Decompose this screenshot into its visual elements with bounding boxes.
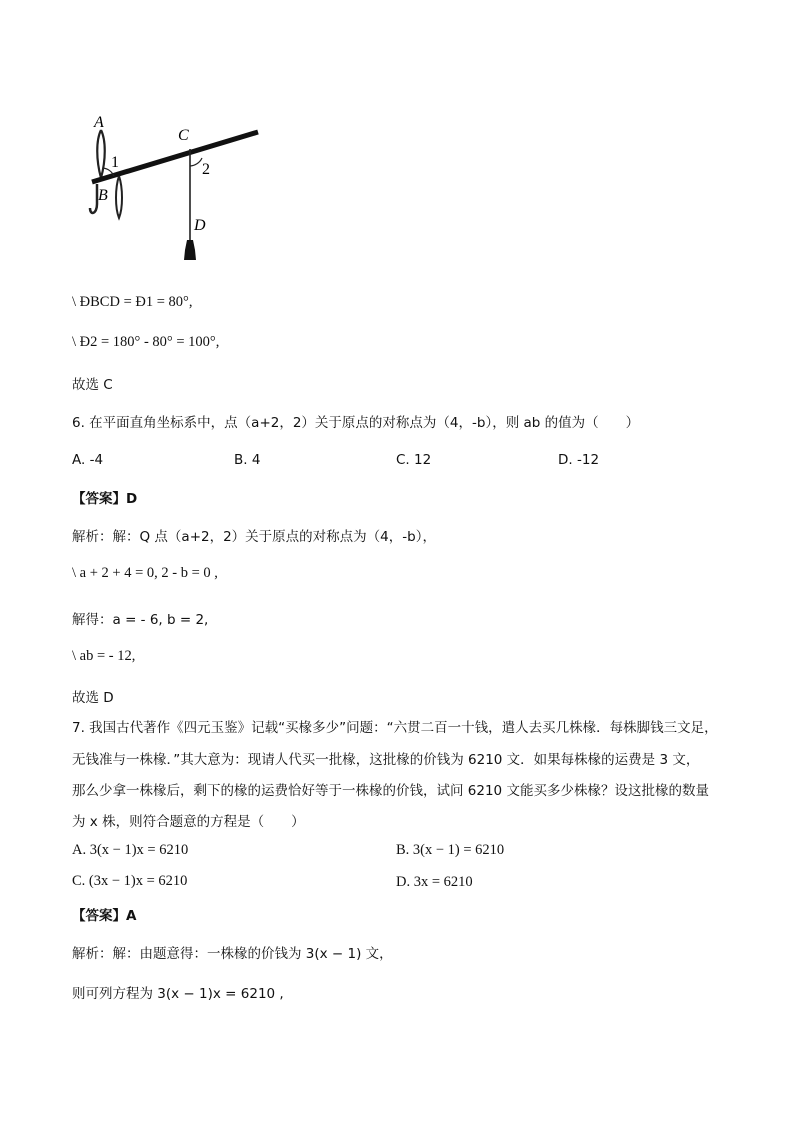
q7-solution-1: 解析：解：由题意得：一株椽的价钱为 3(x − 1) 文， — [72, 946, 393, 962]
question-6: 6. 在平面直角坐标系中，点（a+2，2）关于原点的对称点为（4，-b），则 ab 的值为（ ） — [72, 415, 640, 431]
q7-option-a: A. 3(x − 1)x = 6210 — [72, 842, 189, 858]
question-7-line-1: 7. 我国古代著作《四元玉鉴》记载“买椽多少”问题：“六贯二百一十钱，遣人去买几株椽．每株脚钱三文足， — [72, 720, 718, 736]
q7-option-b: B. 3(x − 1) = 6210 — [396, 842, 505, 858]
q6-option-a: A. -4 — [72, 452, 104, 468]
q7-option-c: C. (3x − 1)x = 6210 — [72, 873, 188, 889]
q6-option-c: C. 12 — [396, 452, 432, 468]
solution-line-bcd: \ ÐBCD = Ð1 = 80°, — [72, 294, 193, 310]
q7-solution-2: 则可列方程为 3(x − 1)x = 6210 , — [72, 986, 284, 1002]
question-7-line-2: 无钱准与一株椽．”其大意为：现请人代买一批椽，这批椽的价钱为 6210 文．如果每株椽的运费是 3 文， — [72, 752, 700, 768]
steelyard-figure — [70, 108, 280, 268]
question-7-line-4: 为 x 株，则符合题意的方程是（ ） — [72, 814, 305, 830]
counterweight — [184, 240, 196, 260]
question-7-line-3: 那么少拿一株椽后，剩下的椽的运费恰好等于一株椽的价钱，试问 6210 文能买多少株椽？设这批椽的数量 — [72, 783, 709, 799]
q6-conclusion: 故选 D — [72, 690, 114, 706]
label-a: A — [94, 114, 104, 131]
q6-solution-2: \ a + 2 + 4 = 0, 2 - b = 0 , — [72, 565, 218, 581]
hook-b-loop — [116, 176, 122, 218]
q7-option-d: D. 3x = 6210 — [396, 874, 473, 890]
q6-answer: 【答案】D — [72, 491, 138, 507]
hook-b — [90, 184, 97, 213]
label-1: 1 — [111, 154, 119, 171]
solution-line-angle2: \ Ð2 = 180° - 80° = 100°, — [72, 334, 220, 350]
q6-solution-3: 解得：a = - 6, b = 2, — [72, 612, 209, 628]
hook-a-loop — [97, 130, 105, 178]
q6-option-d: D. -12 — [558, 452, 600, 468]
label-d: D — [194, 217, 206, 234]
angle-2-arc — [190, 158, 202, 166]
q7-answer: 【答案】A — [72, 908, 137, 924]
label-2: 2 — [202, 161, 210, 178]
label-c: C — [178, 127, 189, 144]
q6-solution-4: \ ab = - 12, — [72, 648, 136, 664]
label-b: B — [98, 187, 108, 204]
q6-solution-1: 解析：解：Q 点（a+2，2）关于原点的对称点为（4，-b）， — [72, 529, 436, 545]
conclusion-line: 故选 C — [72, 377, 113, 393]
q6-option-b: B. 4 — [234, 452, 261, 468]
